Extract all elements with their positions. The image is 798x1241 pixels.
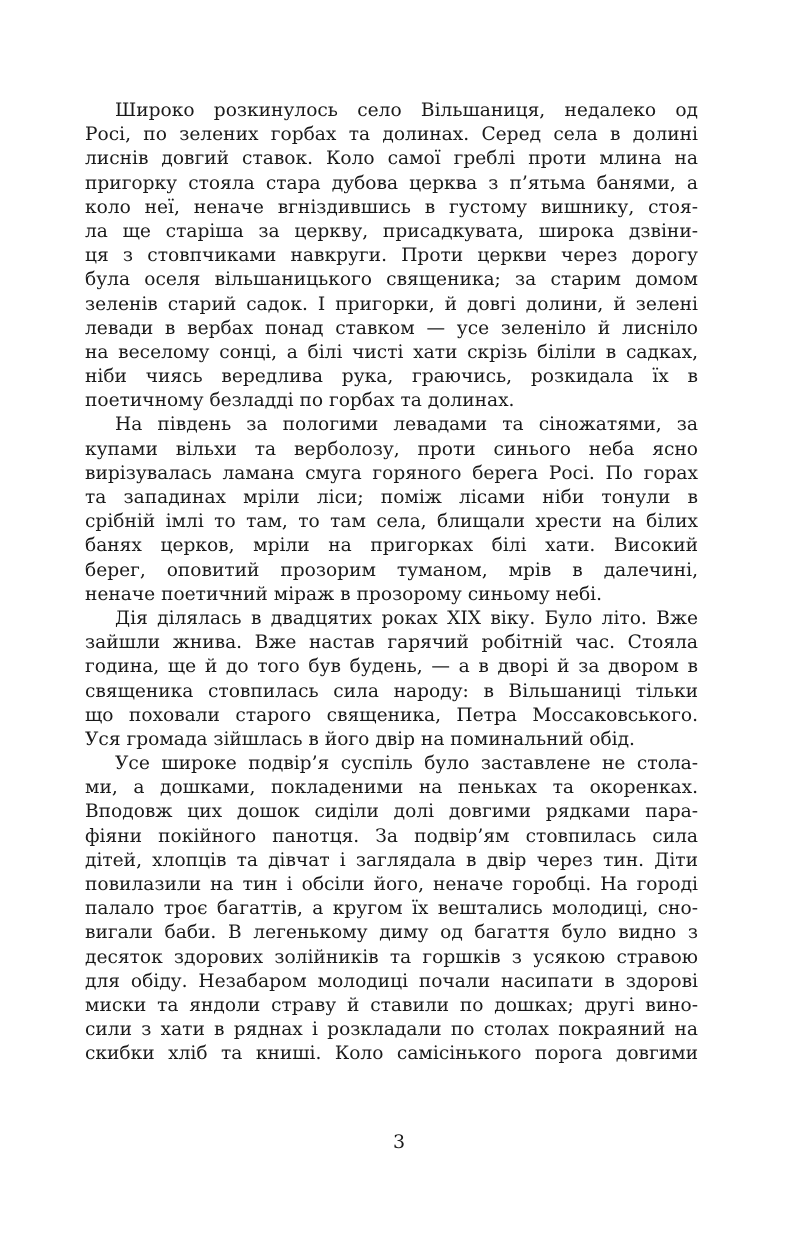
text-line: була оселя вільшаницького священика; за старим домом [85, 269, 698, 291]
paragraph-2 [85, 413, 698, 607]
text-line: повилазили на тин і обсіли його, неначе горобці. На городі [85, 874, 698, 895]
text-line: ніби чиясь вередлива рука, граючись, розкидала їх в [85, 366, 698, 388]
text-line: лиснів довгий ставок. Коло самої греблі проти млина на [85, 148, 698, 170]
text-line: коло неї, неначе вгніздившись в густому вишнику, стоя- [85, 196, 698, 218]
text-line: Дія ділялась в двадцятих роках XIX віку. Було літо. Вже [115, 607, 698, 629]
text-line: сили з хати в ряднах і розкладали по столах покраяний на [85, 1019, 698, 1041]
text-line: для обіду. Незабаром молодиці почали насипати в здорові [85, 970, 698, 992]
text-line: Усе широке подвір’я суспіль було заставлене не стола- [115, 753, 698, 775]
page-body [85, 99, 698, 1067]
text-line: вирізувалась ламана смуга горяного берега Росі. По горах [85, 462, 698, 484]
paragraph-4 [85, 752, 698, 1066]
text-line: левади в вербах понад ставком — усе зеленіло й лисніло [85, 317, 698, 339]
text-line: ця з стовпчиками навкруги. Проти церкви через дорогу [85, 245, 698, 267]
text-line: ми, а дошками, покладеними на пеньках та окоренках. [85, 777, 698, 799]
text-line: купами вільхи та верболозу, проти синього неба ясно [85, 438, 698, 460]
text-line: фіяни покійного панотця. За подвір’ям стовпилась сила [85, 825, 698, 847]
text-line: священика стовпилась сила народу: в Вільшаниці тільки [85, 680, 698, 702]
text-line: вигали баби. В легенькому диму од багаття було видно з [85, 922, 698, 944]
paragraph-3 [85, 607, 698, 752]
text-line: Росі, по зелених горбах та долинах. Серед села в долині [85, 124, 698, 146]
text-line: палало троє багаттів, а кругом їх вештались молодиці, сно- [85, 898, 698, 920]
text-line: на веселому сонці, а білі чисті хати скрізь біліли в садках, [85, 341, 698, 363]
text-line: година, ще й до того був будень, — а в дворі й за двором в [85, 656, 698, 678]
text-line: зеленів старий садок. І пригорки, й довгі долини, й зелені [85, 293, 698, 315]
paragraph-1 [85, 99, 698, 413]
text-line: поетичному безладді по горбах та долинах. [85, 390, 515, 412]
text-line: десяток здорових золійників та горшків з усякою стравою [85, 946, 698, 968]
text-line: зайшли жнива. Вже настав гарячий робітній час. Стояла [85, 632, 698, 654]
page-number: 3 [392, 1131, 406, 1153]
text-line: що поховали старого священика, Петра Моссаковського. [85, 704, 698, 726]
text-line: скибки хліб та книші. Коло самісінького порога довгими [85, 1043, 698, 1065]
text-line: неначе поетичний міраж в прозорому синьому небі. [85, 583, 603, 605]
text-line: Уся громада зійшлась в його двір на поминальний обід. [85, 728, 635, 750]
text-line: ла ще старіша за церкву, присадкувата, широка дзвіни- [85, 220, 698, 242]
text-line: та западинах мріли ліси; поміж лісами ніби тонули в [85, 487, 698, 508]
text-line: дітей, хлопців та дівчат і заглядала в двір через тин. Діти [85, 849, 698, 871]
text-line: пригорку стояла стара дубова церква з п’ятьма банями, а [85, 172, 698, 194]
text-line: срібній імлі то там, то там села, блищали хрести на білих [85, 511, 698, 533]
text-line: Широко розкинулось село Вільшаниця, недалеко од [115, 100, 698, 121]
text-line: На південь за пологими левадами та сіножатями, за [115, 414, 698, 436]
text-line: Вподовж цих дошок сиділи долі довгими рядками пара- [85, 801, 698, 823]
text-line: банях церков, мріли на пригорках білі хати. Високий [85, 535, 698, 557]
text-line: берег, оповитий прозорим туманом, мрів в далечині, [85, 559, 698, 581]
text-line: миски та яндоли страву й ставили по дошках; другі вино- [85, 994, 698, 1016]
